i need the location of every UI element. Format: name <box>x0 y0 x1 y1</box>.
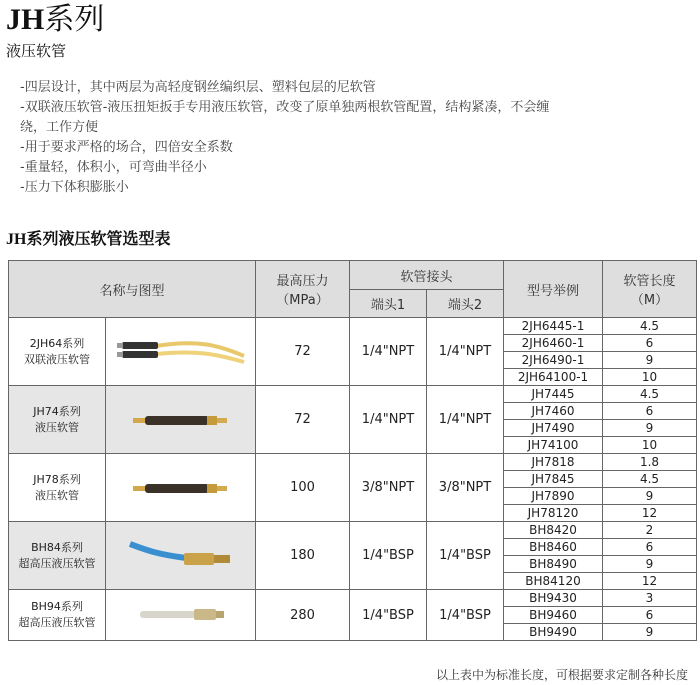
title-cjk: 系列 <box>44 2 105 37</box>
max-pressure: 280 <box>256 590 350 641</box>
series-image <box>106 590 256 641</box>
model-number: JH78120 <box>504 505 603 522</box>
hose-length: 6 <box>603 335 697 352</box>
max-pressure: 72 <box>256 318 350 386</box>
series-code: BH94系列 <box>31 600 83 613</box>
end2-fitting: 1/4"NPT <box>427 386 504 454</box>
model-number: JH7460 <box>504 403 603 420</box>
hose-length: 9 <box>603 352 697 369</box>
table-row <box>9 386 697 403</box>
end2-fitting: 1/4"BSP <box>427 522 504 590</box>
series-code: JH78系列 <box>33 472 81 486</box>
model-number: JH7845 <box>504 471 603 488</box>
table-title <box>6 228 170 251</box>
series-image <box>106 454 256 522</box>
hose-icon <box>106 478 255 498</box>
table-title-latin: JH <box>6 231 27 248</box>
hose-length: 10 <box>603 369 697 386</box>
model-number: JH74100 <box>504 437 603 454</box>
header-fitting: 软管接头 <box>350 261 504 290</box>
header-model: 型号举例 <box>504 261 603 318</box>
hose-length: 3 <box>603 590 697 607</box>
series-image <box>106 522 256 590</box>
table-title-cjk: 系列液压软管选型表 <box>26 229 171 248</box>
model-number: JH7818 <box>504 454 603 471</box>
header-length <box>603 261 697 318</box>
series-name <box>9 522 106 590</box>
header-pressure-label: 最高压力 <box>276 274 329 289</box>
twin-hose-icon <box>106 334 255 370</box>
series-type: 超高压液压软管 <box>18 556 96 570</box>
blue-hose-icon <box>106 536 255 576</box>
model-number: BH9430 <box>504 590 603 607</box>
feature-item: -双联液压软管-液压扭矩扳手专用液压软管，改变了原单独两根软管配置，结构紧凑，不会缠 <box>20 100 550 115</box>
series-image <box>106 386 256 454</box>
max-pressure: 72 <box>256 386 350 454</box>
model-number: 2JH6445-1 <box>504 318 603 335</box>
series-type: 液压软管 <box>35 420 79 434</box>
model-number: BH8420 <box>504 522 603 539</box>
end1-fitting: 1/4"BSP <box>350 522 427 590</box>
model-number: 2JH6490-1 <box>504 352 603 369</box>
model-number: BH8460 <box>504 539 603 556</box>
hose-length: 4.5 <box>603 386 697 403</box>
hose-length: 2 <box>603 522 697 539</box>
end1-fitting: 1/4"NPT <box>350 318 427 386</box>
feature-item: -压力下体积膨胀小 <box>20 180 129 195</box>
model-number: JH7890 <box>504 488 603 505</box>
hose-length: 6 <box>603 403 697 420</box>
title-latin: JH <box>6 3 45 36</box>
series-type: 液压软管 <box>35 488 79 502</box>
hose-length: 9 <box>603 488 697 505</box>
model-number: BH84120 <box>504 573 603 590</box>
feature-item: -四层设计，其中两层为高轻度钢丝编织层、塑料包层的尼软管 <box>20 80 376 95</box>
series-code: 2JH64系列 <box>29 336 85 350</box>
hose-length: 10 <box>603 437 697 454</box>
end2-fitting: 1/4"NPT <box>427 318 504 386</box>
model-number: 2JH6460-1 <box>504 335 603 352</box>
model-number: 2JH64100-1 <box>504 369 603 386</box>
gray-hose-icon <box>106 605 255 625</box>
feature-list <box>20 78 660 198</box>
table-row <box>9 522 697 539</box>
hose-length: 6 <box>603 539 697 556</box>
header-pressure-unit: （MPa） <box>276 293 329 308</box>
header-end2: 端头2 <box>427 290 504 318</box>
series-name <box>9 318 106 386</box>
series-code: BH84系列 <box>31 540 83 554</box>
feature-item: -重量轻，体积小，可弯曲半径小 <box>20 160 207 175</box>
series-name <box>9 454 106 522</box>
page-title <box>6 2 104 38</box>
header-end1: 端头1 <box>350 290 427 318</box>
footnote: 以上表中为标准长度，可根据要求定制各种长度 <box>435 668 688 682</box>
table-row <box>9 454 697 471</box>
series-code: JH74系列 <box>33 404 81 418</box>
model-number: BH9490 <box>504 624 603 641</box>
page-subtitle: 液压软管 <box>6 42 67 60</box>
hose-length: 12 <box>603 573 697 590</box>
end1-fitting: 1/4"NPT <box>350 386 427 454</box>
hose-length: 1.8 <box>603 454 697 471</box>
max-pressure: 180 <box>256 522 350 590</box>
feature-item: -用于要求严格的场合，四倍安全系数 <box>20 140 233 155</box>
table-row <box>9 590 697 607</box>
header-length-label: 软管长度 <box>623 274 676 289</box>
model-number: JH7445 <box>504 386 603 403</box>
max-pressure: 100 <box>256 454 350 522</box>
hose-length: 9 <box>603 556 697 573</box>
end1-fitting: 1/4"BSP <box>350 590 427 641</box>
end1-fitting: 3/8"NPT <box>350 454 427 522</box>
hose-length: 6 <box>603 607 697 624</box>
series-type: 双联液压软管 <box>24 352 90 366</box>
header-length-unit: （M） <box>630 293 669 308</box>
end2-fitting: 3/8"NPT <box>427 454 504 522</box>
table-row <box>9 318 697 335</box>
hose-length: 4.5 <box>603 318 697 335</box>
model-number: BH9460 <box>504 607 603 624</box>
model-number: JH7490 <box>504 420 603 437</box>
hose-length: 12 <box>603 505 697 522</box>
series-name <box>9 386 106 454</box>
hose-length: 9 <box>603 624 697 641</box>
hose-icon <box>106 410 255 430</box>
feature-item-continued: 绕，工作方便 <box>20 120 99 135</box>
header-name: 名称与图型 <box>9 261 256 318</box>
end2-fitting: 1/4"BSP <box>427 590 504 641</box>
hose-length: 4.5 <box>603 471 697 488</box>
series-name <box>9 590 106 641</box>
model-number: BH8490 <box>504 556 603 573</box>
series-image <box>106 318 256 386</box>
header-pressure <box>256 261 350 318</box>
series-type: 超高压液压软管 <box>18 616 96 629</box>
hose-selection-table <box>8 260 697 641</box>
hose-length: 9 <box>603 420 697 437</box>
